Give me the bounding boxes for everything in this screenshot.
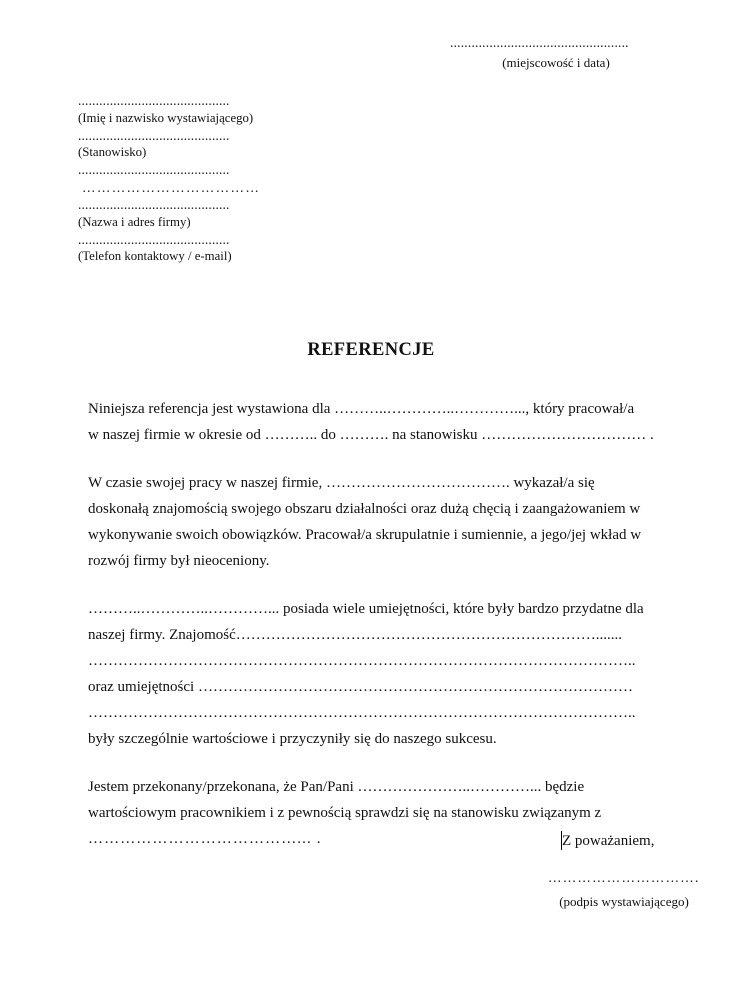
paragraph-intro-line-1: Niniejsza referencja jest wystawiona dla ………..…………..…………..., który pracował/a — [88, 401, 635, 417]
paragraph-skills-line-1: ………..…………..…………... posiada wiele umiejętności, które były bardzo przydatne dla — [88, 601, 644, 617]
date-place-caption: (miejscowość i data) — [502, 55, 610, 70]
paragraph-skills-line-3: ……………………………………………………………………………………………….. — [88, 653, 636, 669]
paragraph-skills-line-2: naszej firmy. Znajomość………………………………………………………………....... — [88, 627, 622, 643]
paragraph-intro[interactable] — [88, 396, 658, 448]
page-title: REFERENCJE — [307, 340, 435, 360]
date-place-dotted-line[interactable]: .................................................. — [450, 35, 629, 50]
paragraph-recommendation-line-1: Jestem przekonany/przekonana, że Pan/Pani …………………..…………... będzie — [88, 779, 585, 795]
signature-dotted-line[interactable]: …………………………. — [548, 870, 700, 885]
company-address-dotted-line-2[interactable]: ……………………………… — [82, 179, 261, 195]
paragraph-recommendation-line-3: …………………………………... . — [88, 831, 322, 847]
signature-caption: (podpis wystawiającego) — [559, 894, 689, 909]
text-cursor-caret — [561, 831, 562, 850]
document-body[interactable] — [88, 396, 658, 852]
paragraph-performance-line-2: doskonałą znajomością swojego obszaru działalności oraz dużą chęcią i zaangażowaniem w — [88, 501, 641, 517]
company-address-dotted-line-1[interactable]: ........................................... — [78, 162, 230, 177]
paragraph-skills-line-5: ……………………………………………………………………………………………….. — [88, 705, 636, 721]
paragraph-performance-line-3: wykonywanie swoich obowiązków. Pracował/a skrupulatnie i sumiennie, a jego/jej wkład w — [88, 527, 642, 543]
closing-salutation-row[interactable] — [520, 830, 720, 852]
paragraph-skills[interactable] — [88, 596, 658, 752]
sender-position-caption: (Stanowisko) — [78, 145, 147, 159]
contact-dotted-line[interactable]: ........................................... — [78, 231, 230, 247]
closing-salutation: Z poważaniem, — [562, 833, 655, 849]
sender-name-dotted-line[interactable]: ........................................... — [78, 93, 230, 108]
closing-signature-block — [520, 830, 720, 911]
paragraph-skills-line-6: były szczególnie wartościowe i przyczyniły się do naszego sukcesu. — [88, 731, 497, 747]
sender-details-block — [78, 92, 308, 265]
contact-caption: (Telefon kontaktowy / e-mail) — [78, 249, 232, 263]
paragraph-skills-line-4: oraz umiejętności …………………………………………………………………………… — [88, 679, 633, 695]
date-place-block — [450, 34, 662, 72]
paragraph-recommendation-line-2: wartościowym pracownikiem i z pewnością sprawdzi się na stanowisku związanym z — [88, 805, 602, 821]
company-address-caption: (Nazwa i adres firmy) — [78, 214, 191, 229]
sender-name-caption: (Imię i nazwisko wystawiającego) — [78, 110, 254, 125]
paragraph-performance-line-4: rozwój firmy był nieoceniony. — [88, 553, 270, 569]
paragraph-performance-line-1: W czasie swojej pracy w naszej firmie, ………………………………. wykazał/a się — [88, 475, 595, 491]
paragraph-performance[interactable] — [88, 470, 658, 574]
sender-position-dotted-line[interactable]: ........................................... — [78, 127, 230, 143]
paragraph-intro-line-2: w naszej firmie w okresie od ……….. do ………. na stanowisku …………………………… . — [88, 427, 654, 443]
company-address-dotted-line-3[interactable]: ........................................... — [78, 197, 230, 212]
